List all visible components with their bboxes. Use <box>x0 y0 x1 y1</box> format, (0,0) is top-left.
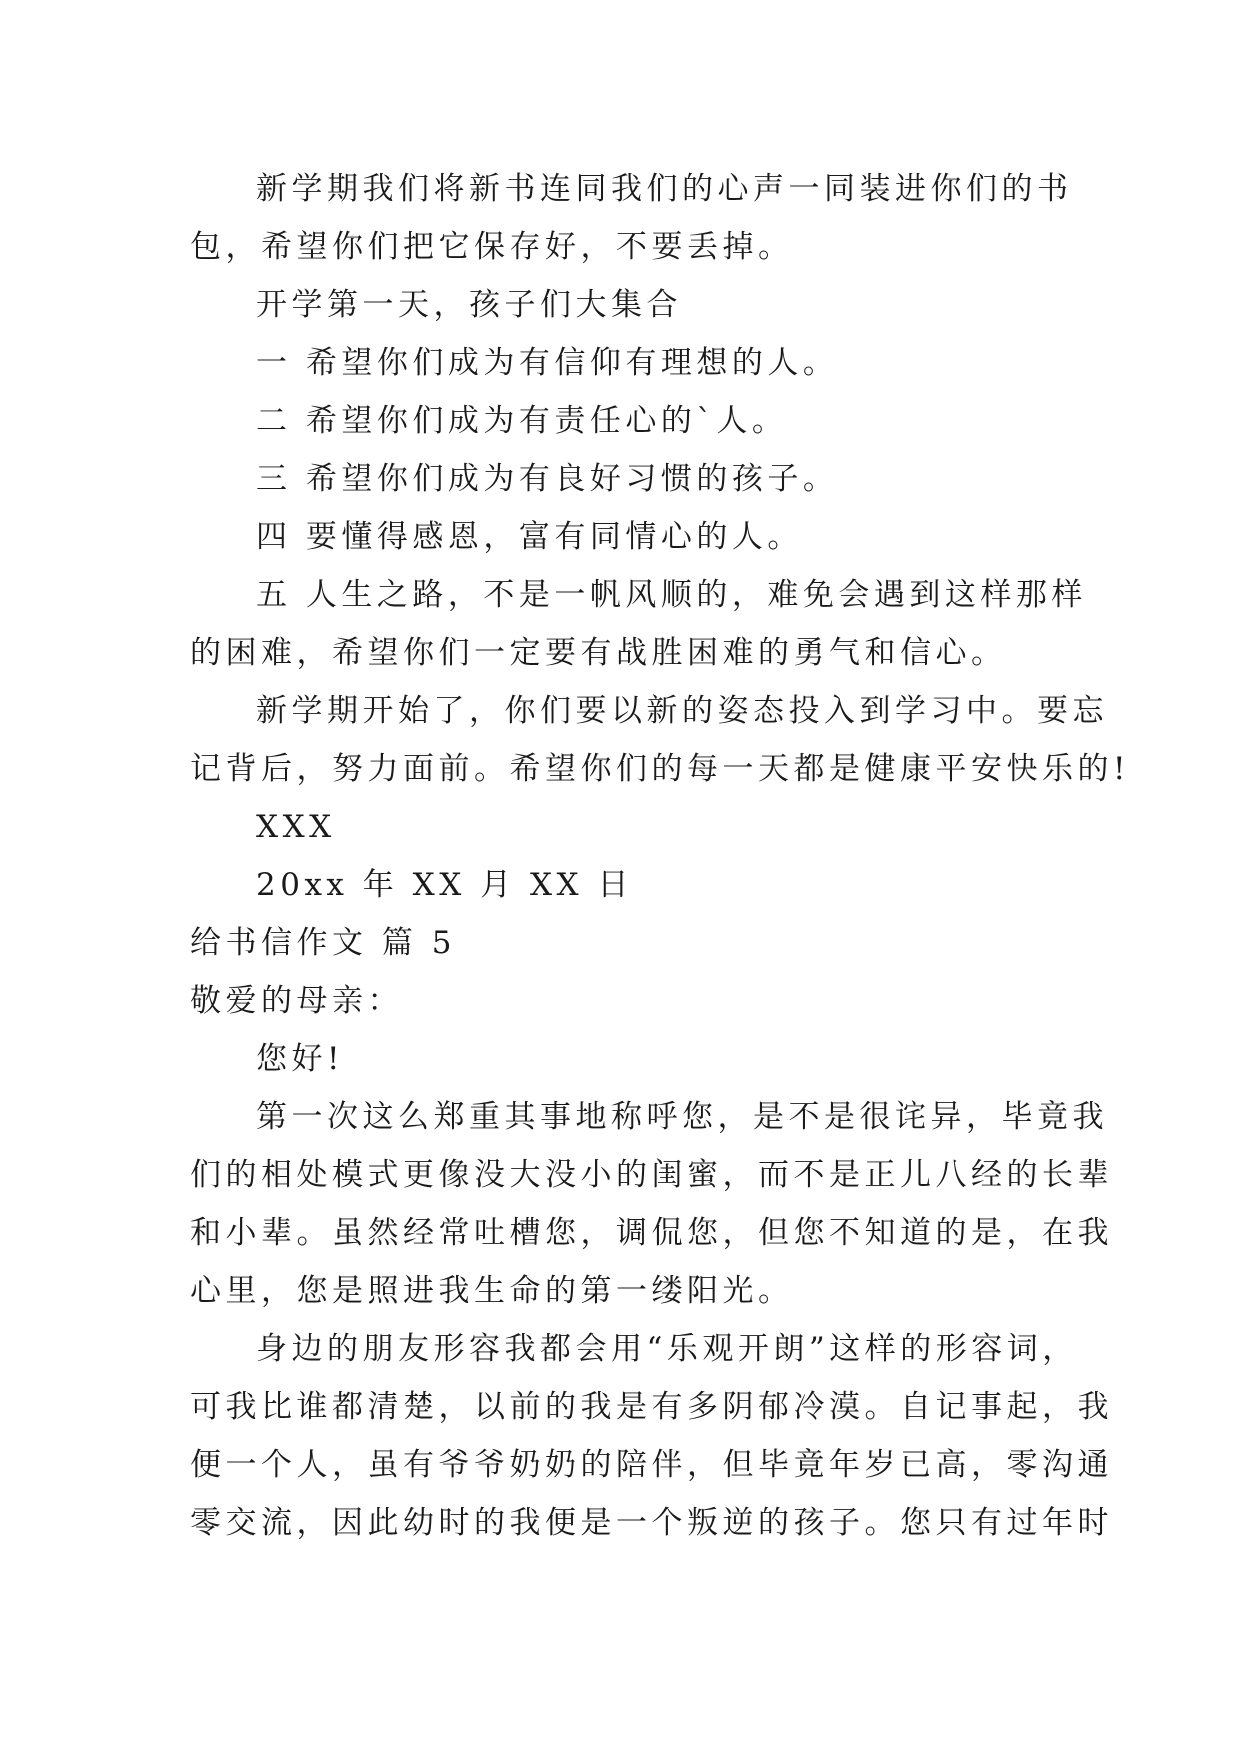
text-line: 包，希望你们把它保存好，不要丢掉。 <box>190 229 794 265</box>
text-line: 第一次这么郑重其事地称呼您，是不是很诧异，毕竟我 <box>256 1099 1108 1135</box>
text-line: 和小辈。虽然经常吐槽您，调侃您，但您不知道的是，在我 <box>190 1215 1113 1251</box>
signature-name: XXX <box>256 809 336 845</box>
text-line: 新学期我们将新书连同我们的心声一同装进你们的书 <box>256 171 1073 207</box>
text-line: 心里，您是照进我生命的第一缕阳光。 <box>190 1273 794 1309</box>
text-line: 便一个人，虽有爷爷奶奶的陪伴，但毕竟年岁已高，零沟通 <box>190 1447 1113 1483</box>
text-line: 可我比谁都清楚，以前的我是有多阴郁冷漠。自记事起，我 <box>190 1389 1113 1425</box>
text-line: 新学期开始了，你们要以新的姿态投入到学习中。要忘 <box>256 693 1108 729</box>
text-line: 身边的朋友形容我都会用“乐观开朗”这样的形容词， <box>256 1331 1078 1367</box>
section-title: 给书信作文 篇 5 <box>190 925 456 961</box>
greeting: 您好! <box>256 1041 344 1077</box>
text-line: 们的相处模式更像没大没小的闺蜜，而不是正儿八经的长辈 <box>190 1157 1113 1193</box>
list-item: 一 希望你们成为有信仰有理想的人。 <box>256 345 839 381</box>
text-line: 记背后，努力面前。希望你们的每一天都是健康平安快乐的! <box>190 751 1130 787</box>
list-item: 四 要懂得感恩，富有同情心的人。 <box>256 519 803 555</box>
list-item: 五 人生之路，不是一帆风顺的，难免会遇到这样那样 <box>256 577 1087 613</box>
text-line: 零交流，因此幼时的我便是一个叛逆的孩子。您只有过年时 <box>190 1505 1113 1541</box>
salutation: 敬爱的母亲： <box>190 983 403 1019</box>
list-item: 二 希望你们成为有责任心的`人。 <box>256 403 788 439</box>
text-line: 开学第一天，孩子们大集合 <box>256 287 682 323</box>
text-line: 的困难，希望你们一定要有战胜困难的勇气和信心。 <box>190 635 1007 671</box>
document-body <box>190 160 1130 1552</box>
list-item: 三 希望你们成为有良好习惯的孩子。 <box>256 461 839 497</box>
signature-date: 20xx 年 XX 月 XX 日 <box>256 867 633 903</box>
